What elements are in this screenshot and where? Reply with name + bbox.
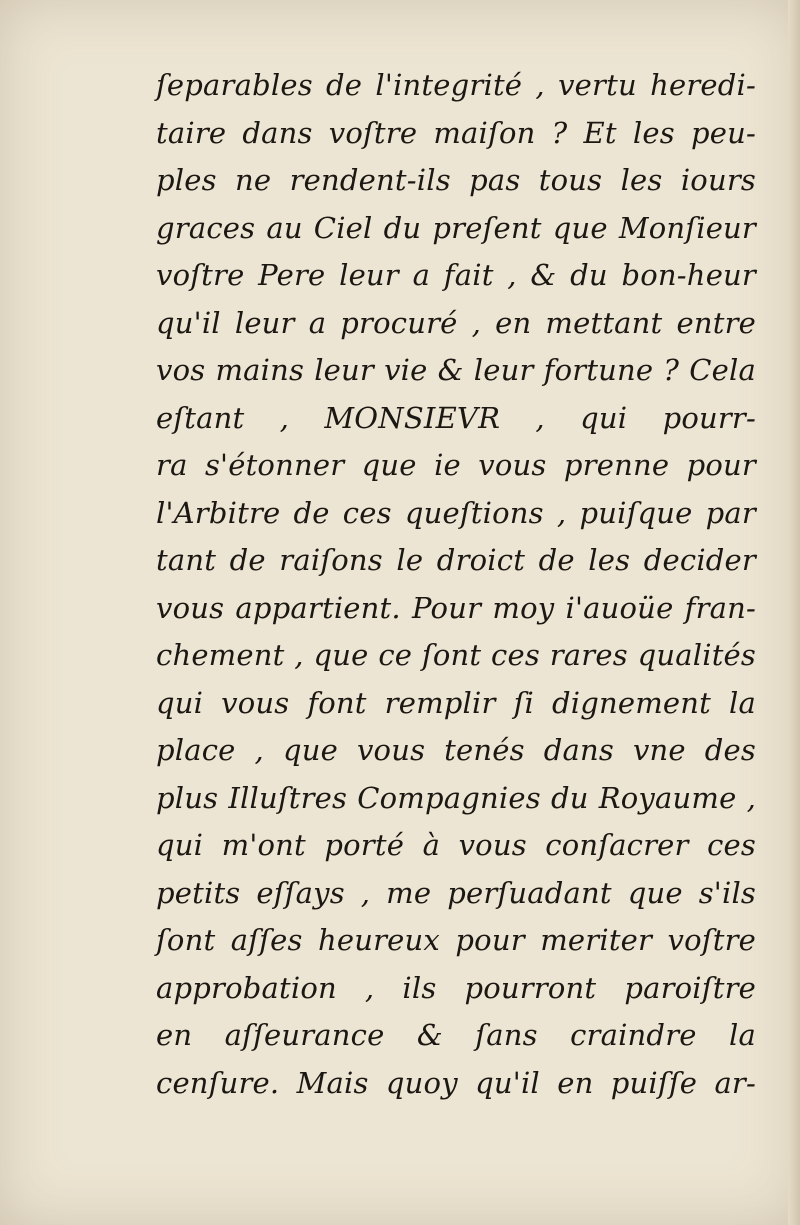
- text-line: vos mains leur vie & leur fortune ? Cela: [156, 353, 756, 387]
- body-text: [156, 62, 756, 1107]
- text-line: voſtre Pere leur a fait , & du bon-heur: [156, 258, 756, 292]
- text-line: approbation , ils pourront paroiſtre: [156, 970, 756, 1005]
- text-line: place , que vous tenés dans vne des: [156, 733, 756, 767]
- text-line: qu'il leur a procuré , en mettant entre: [156, 305, 756, 340]
- text-line: ples ne rendent-ils pas tous les iours: [156, 163, 756, 197]
- text-line: taire dans voſtre maiſon ? Et les peu-: [156, 115, 756, 150]
- text-line: qui vous font remplir ſi dignement la: [156, 685, 756, 720]
- text-line: graces au Ciel du preſent que Monſieur: [156, 210, 756, 245]
- text-line: vous appartient. Pour moy i'auoüe fran-: [156, 590, 756, 625]
- text-line: tant de raiſons le droict de les decider: [156, 543, 756, 577]
- text-line: ſeparables de l'integrité , vertu heredi-: [156, 68, 756, 102]
- text-line: en aſſeurance & ſans craindre la: [156, 1018, 756, 1052]
- text-line: l'Arbitre de ces queſtions , puiſque par: [156, 495, 756, 530]
- text-line: qui m'ont porté à vous conſacrer ces: [156, 828, 756, 862]
- text-line: plus Illuſtres Compagnies du Royaume ,: [156, 780, 756, 815]
- page-edge: [788, 0, 800, 1225]
- text-line: eſtant , MONSIEVR , qui pourr-: [156, 400, 756, 435]
- text-line: chement , que ce ſont ces rares qualités: [156, 638, 756, 672]
- text-line: petits eſſays , me perſuadant que s'ils: [156, 875, 756, 910]
- text-line: ſont aſſes heureux pour meriter voſtre: [156, 923, 756, 957]
- text-line: ra s'étonner que ie vous prenne pour: [156, 448, 756, 482]
- text-line: cenſure. Mais quoy qu'il en puiſſe ar-: [156, 1065, 756, 1100]
